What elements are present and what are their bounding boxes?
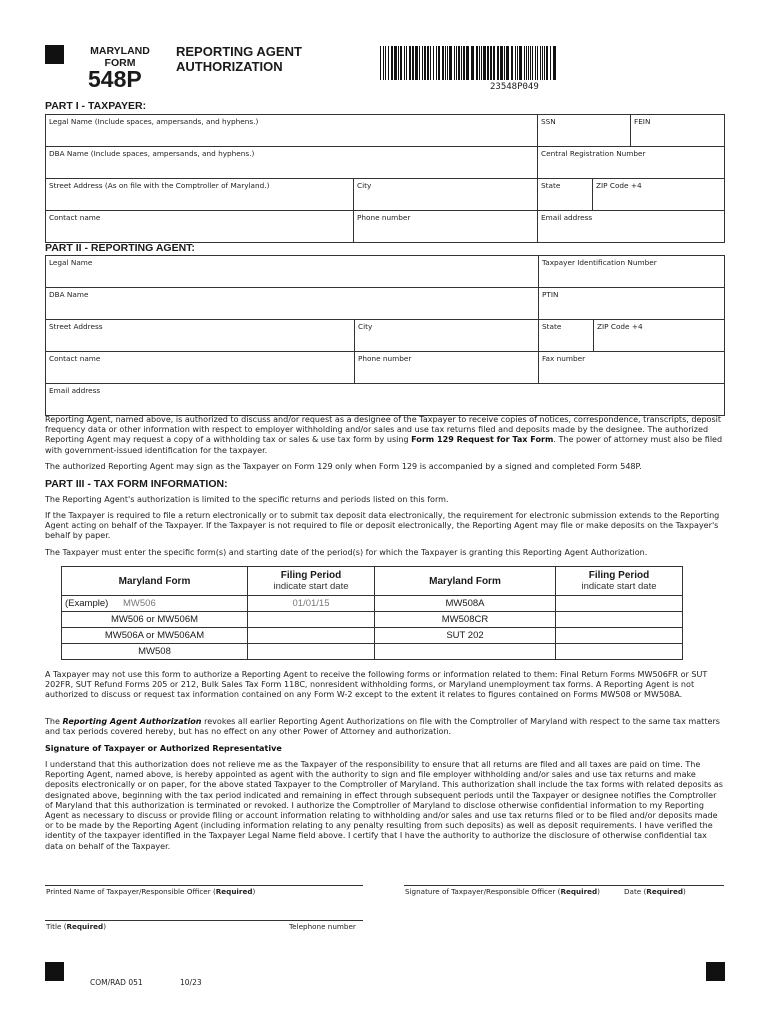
required-mark: Required <box>560 887 598 896</box>
state-name: MARYLAND <box>90 45 150 57</box>
instruction-paragraph: The Taxpayer must enter the specific form(s) and starting date of the period(s) for which the Taxpayer is granting this Reporting Agent Authorization. <box>45 548 648 557</box>
printed-name-line[interactable] <box>45 885 363 886</box>
period-subtitle: indicate start date <box>273 581 349 592</box>
example-date: 01/01/15 <box>248 596 375 612</box>
form-revision-date: 10/23 <box>180 978 202 987</box>
required-mark: Required <box>646 887 683 896</box>
date-label <box>624 887 686 896</box>
start-date-input[interactable] <box>248 644 375 660</box>
text-span: ) <box>597 887 600 896</box>
taxpayer-contact-name-field[interactable]: Contact name <box>46 211 354 242</box>
limitation-paragraph: The Reporting Agent's authorization is limited to the specific returns and periods listed on this form. <box>45 495 449 504</box>
agent-tin-field[interactable]: Taxpayer Identification Number <box>539 256 725 287</box>
taxpayer-email-field[interactable]: Email address <box>538 211 725 242</box>
table-row <box>62 628 683 644</box>
agent-ptin-field[interactable]: PTIN <box>539 288 725 319</box>
text-span: Printed Name of Taxpayer/Responsible Officer ( <box>46 887 216 896</box>
taxpayer-street-address-field[interactable]: Street Address (As on file with the Comptroller of Maryland.) <box>46 179 354 210</box>
form-name-cell: MW506A or MW506AM <box>62 628 248 644</box>
taxpayer-zip-field[interactable]: ZIP Code +4 <box>593 179 725 210</box>
text-span: Reporting Agent, named above, is authorized to discuss and/or request as a designee of the Taxpayer to receive copies of notices, correspondence, transcripts, deposit frequency data or other information with respect to employer withholding and/or sales and use tax returns filed and deposits made by the designee. The authorized Reporting Agent may request a copy of a withholding tax or sales & use tax form by using <box>45 415 722 445</box>
taxpayer-ssn-field[interactable]: SSN <box>538 115 631 146</box>
revocation-paragraph <box>45 717 725 737</box>
registration-mark <box>45 45 64 64</box>
agent-email-field[interactable]: Email address <box>46 384 725 415</box>
agent-grid <box>45 255 725 416</box>
restriction-paragraph: A Taxpayer may not use this form to authorize a Reporting Agent to receive the following forms or information related to them: Final Return Forms MW506FR or SUT 202FR, SUT Refund Forms 205 or 212, Bulk Sales Tax Form 118C, nonresident withholding forms, or Maryland unemployment tax forms. A Reporting Agent is not authorized to discuss or request tax information contained on any Form W-2 except to the extent it relates to figures contained on Forms MW508 or MW508A. <box>45 670 708 700</box>
period-title: Filing Period <box>280 570 342 581</box>
part3-heading: PART III - TAX FORM INFORMATION: <box>45 478 228 490</box>
tax-form-table <box>61 566 683 660</box>
form-title <box>176 44 302 74</box>
start-date-input[interactable] <box>556 644 683 660</box>
form-name-cell: MW508CR <box>375 612 556 628</box>
signature-heading: Signature of Taxpayer or Authorized Representative <box>45 744 282 753</box>
start-date-input[interactable] <box>248 628 375 644</box>
agent-dba-name-field[interactable]: DBA Name <box>46 288 539 319</box>
text-span: revokes all earlier Reporting Agent Authorizations on file with the Comptroller of Maryland with respect to the same tax matters and tax periods covered hereby, but has no effect on any other Power of Attorney and authorization. <box>45 717 720 737</box>
authorization-paragraph <box>45 415 725 456</box>
taxpayer-dba-name-field[interactable]: DBA Name (Include spaces, ampersands, and hyphens.) <box>46 147 538 178</box>
col-header-form-right: Maryland Form <box>375 567 556 596</box>
text-span: ) <box>252 887 256 896</box>
form-name-cell: MW506 or MW506M <box>62 612 248 628</box>
form-129-paragraph: The authorized Reporting Agent may sign as the Taxpayer on Form 129 only when Form 129 is accompanied by a signed and completed Form 548P. <box>45 462 642 471</box>
telephone-label: Telephone number <box>289 922 356 931</box>
text-span: . The power of attorney must also be filed with government-issued identification for the taxpayer. <box>45 435 723 455</box>
form-name-cell: MW508A <box>375 596 556 612</box>
form-title-line2: AUTHORIZATION <box>176 59 283 74</box>
form-title-line1: REPORTING AGENT <box>176 44 302 59</box>
text-span: Title ( <box>46 922 67 931</box>
part2-heading: PART II - REPORTING AGENT: <box>45 242 195 254</box>
barcode <box>380 46 556 80</box>
taxpayer-state-field[interactable]: State <box>538 179 593 210</box>
registration-mark <box>45 962 64 981</box>
reporting-agent-authorization-term: Reporting Agent Authorization <box>62 717 202 726</box>
text-span: ) <box>103 922 107 931</box>
signature-line[interactable] <box>404 885 724 886</box>
taxpayer-phone-field[interactable]: Phone number <box>354 211 538 242</box>
agent-fax-field[interactable]: Fax number <box>539 352 725 383</box>
required-mark: Required <box>66 922 104 931</box>
col-header-period <box>248 567 375 596</box>
agent-legal-name-field[interactable]: Legal Name <box>46 256 539 287</box>
table-row <box>62 644 683 660</box>
taxpayer-legal-name-field[interactable]: Legal Name (Include spaces, ampersands, and hyphens.) <box>46 115 538 146</box>
table-row <box>62 596 683 612</box>
start-date-input[interactable] <box>556 612 683 628</box>
part1-heading: PART I - TAXPAYER: <box>45 100 147 112</box>
text-span: Signature of Taxpayer/Responsible Officer ( <box>405 887 561 896</box>
col-header-period-right <box>556 567 683 596</box>
registration-mark <box>706 962 725 981</box>
form-name-cell: MW508 <box>62 644 248 660</box>
text-span: ) <box>682 887 686 896</box>
start-date-input[interactable] <box>248 612 375 628</box>
example-label: (Example) <box>62 596 121 612</box>
period-title: Filing Period <box>588 570 650 581</box>
table-row <box>62 612 683 628</box>
example-form: MW506 <box>120 596 248 612</box>
period-subtitle: indicate start date <box>581 581 657 592</box>
agent-zip-field[interactable]: ZIP Code +4 <box>594 320 725 351</box>
electronic-paragraph: If the Taxpayer is required to file a return electronically or to submit tax deposit data electronically, the requirement for electronic submission extends to the Reporting Agent acting on behalf of the Taxpayer. If the Taxpayer is not required to file or deposit electronically, the Reporting Agent may file or make deposits on the Taxpayer's behalf by paper. <box>45 511 720 541</box>
form-word: FORM <box>104 57 136 69</box>
start-date-input[interactable] <box>556 596 683 612</box>
agent-city-field[interactable]: City <box>355 320 539 351</box>
agent-contact-name-field[interactable]: Contact name <box>46 352 355 383</box>
agent-phone-field[interactable]: Phone number <box>355 352 539 383</box>
text-span: The <box>45 717 63 726</box>
agent-state-field[interactable]: State <box>539 320 594 351</box>
form-number: 548P <box>88 66 142 92</box>
taxpayer-fein-field[interactable]: FEIN <box>631 115 725 146</box>
form-129-reference: Form 129 Request for Tax Form <box>411 435 554 445</box>
form-name-input[interactable] <box>375 644 556 660</box>
barcode-text: 23548P049 <box>490 82 539 92</box>
col-header-form: Maryland Form <box>62 567 248 596</box>
printed-name-label <box>46 887 255 896</box>
title-line[interactable] <box>45 920 363 921</box>
form-name-cell: SUT 202 <box>375 628 556 644</box>
start-date-input[interactable] <box>556 628 683 644</box>
required-mark: Required <box>215 887 253 896</box>
agent-street-address-field[interactable]: Street Address <box>46 320 355 351</box>
taxpayer-central-registration-field[interactable]: Central Registration Number <box>538 147 725 178</box>
certification-paragraph: I understand that this authorization does not relieve me as the Taxpayer of the responsibility to ensure that all returns are filed and all taxes are paid on time. The Reporting Agent, named above, is hereby appointed as agent with the authority to sign and file employer withholding and/or sales and use tax returns and make deposits electronically or on paper, for the above stated Taxpayer to the Comptroller of Maryland. This authorization shall include the tax forms with related deposits as designated above, beginning with the tax period indicated and remaining in effect through subsequent periods until the Taxpayer or designee notifies the Comptroller of Maryland that this authorization is terminated or revoked. I authorize the Comptroller of Maryland to disclose otherwise confidential information to my Reporting Agent as necessary to discuss or provide filing or account information relating to withholding and/or sales and use tax returns filed or to be filed and/or deposits made or to be made by the Reporting Agent (including information relating to any penalty resulting from such deposits) as well as deposit requirements. I have verified the identity of the taxpayer identified in the Taxpayer Legal Name field above. I certify that I have the authority to authorize the disclosure of otherwise confidential tax data on behalf of the Taxpayer. <box>45 760 723 851</box>
text-span: Date ( <box>624 887 647 896</box>
taxpayer-city-field[interactable]: City <box>354 179 538 210</box>
title-label <box>46 922 106 931</box>
signature-label <box>405 887 600 896</box>
taxpayer-grid <box>45 114 725 243</box>
form-code: COM/RAD 051 <box>90 978 143 987</box>
